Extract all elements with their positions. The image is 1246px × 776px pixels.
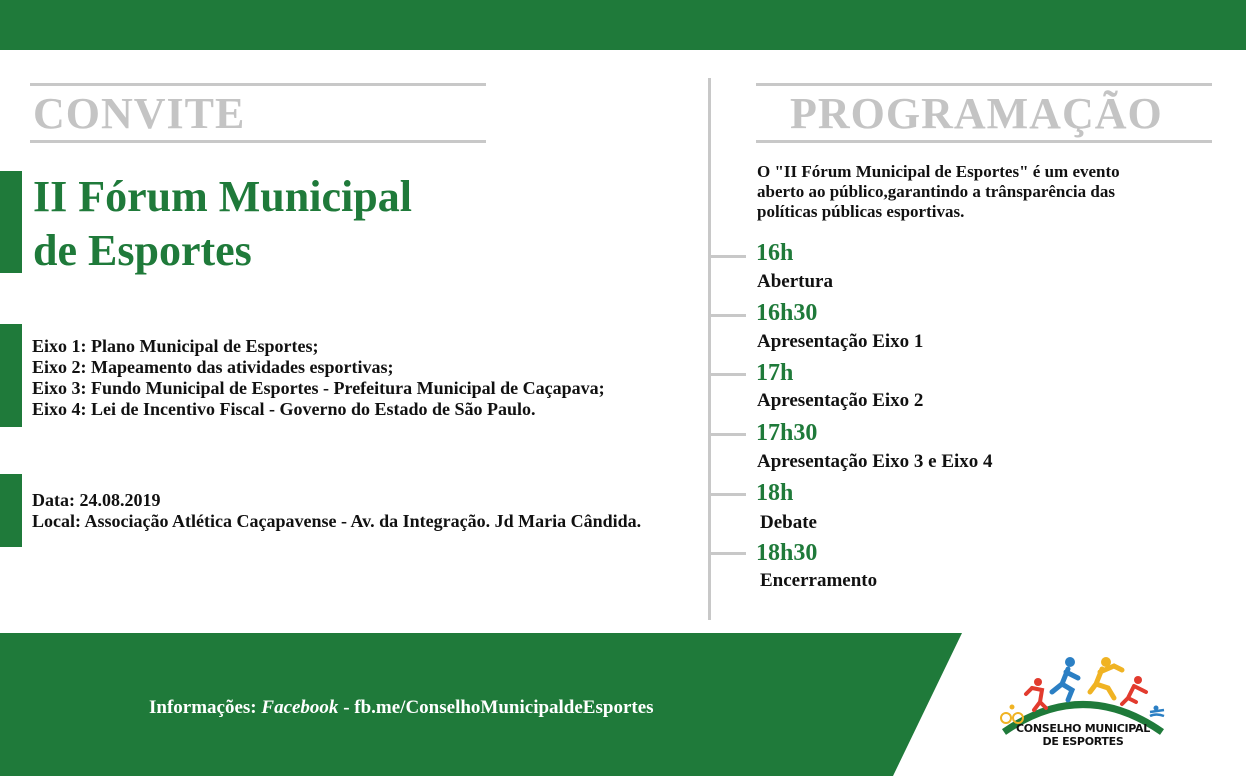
eixos-accent-bar	[0, 324, 22, 427]
event-title-line1: II Fórum Municipal	[33, 172, 412, 221]
convite-bottom-rule	[30, 140, 486, 143]
logo-text	[998, 722, 1168, 748]
timeline-tick	[710, 433, 746, 436]
programacao-top-rule	[756, 83, 1212, 86]
timeline-tick	[710, 373, 746, 376]
event-location: Local: Associação Atlética Caçapavense - Av. da Integração. Jd Maria Cândida.	[32, 511, 642, 531]
schedule-time: 17h	[756, 360, 794, 386]
schedule-time: 18h	[756, 480, 794, 506]
event-title	[33, 170, 412, 278]
event-date: Data: 24.08.2019	[32, 490, 161, 510]
convite-top-rule	[30, 83, 486, 86]
title-accent-bar	[0, 171, 22, 273]
timeline-tick	[710, 314, 746, 317]
top-bar	[0, 0, 1246, 50]
schedule-event: Encerramento	[760, 570, 878, 591]
eixos-list	[32, 336, 605, 420]
info-label: Informações:	[149, 697, 262, 718]
schedule-event: Apresentação Eixo 2	[757, 390, 924, 411]
logo-text-line1: CONSELHO MUNICIPAL	[1016, 722, 1150, 735]
timeline-tick	[710, 493, 746, 496]
event-info	[32, 490, 641, 532]
programacao-intro	[757, 162, 1120, 222]
timeline-line	[708, 78, 711, 620]
schedule-time: 16h	[756, 240, 794, 266]
timeline-tick	[710, 552, 746, 555]
facebook-label: Facebook	[261, 697, 339, 718]
footer-info	[149, 697, 654, 719]
list-item: Eixo 4: Lei de Incentivo Fiscal - Governo do Estado de São Paulo.	[32, 399, 536, 419]
schedule-event: Abertura	[757, 271, 833, 292]
schedule-event: Apresentação Eixo 3 e Eixo 4	[757, 451, 993, 472]
logo	[998, 652, 1168, 756]
schedule-time: 18h30	[756, 540, 818, 566]
list-item: Eixo 3: Fundo Municipal de Esportes - Prefeitura Municipal de Caçapava;	[32, 378, 605, 398]
programacao-bottom-rule	[756, 140, 1212, 143]
schedule-event: Apresentação Eixo 1	[757, 331, 924, 352]
schedule-time: 16h30	[756, 300, 818, 326]
intro-line: políticas públicas esportivas.	[757, 202, 965, 221]
intro-line: O "II Fórum Municipal de Esportes" é um evento	[757, 162, 1120, 181]
schedule-time: 17h30	[756, 420, 818, 446]
list-item: Eixo 1: Plano Municipal de Esportes;	[32, 336, 319, 356]
intro-line: aberto ao público,garantindo a trânsparência das	[757, 182, 1115, 201]
convite-heading: CONVITE	[33, 89, 246, 138]
list-item: Eixo 2: Mapeamento das atividades esportivas;	[32, 357, 394, 377]
timeline-tick	[710, 255, 746, 258]
event-title-line2: de Esportes	[33, 226, 252, 275]
schedule-event: Debate	[760, 512, 817, 533]
programacao-heading: PROGRAMAÇÃO	[790, 89, 1163, 138]
logo-text-line2: DE ESPORTES	[1042, 735, 1124, 748]
info-accent-bar	[0, 474, 22, 547]
facebook-link[interactable]: - fb.me/ConselhoMunicipaldeEsportes	[338, 697, 654, 718]
